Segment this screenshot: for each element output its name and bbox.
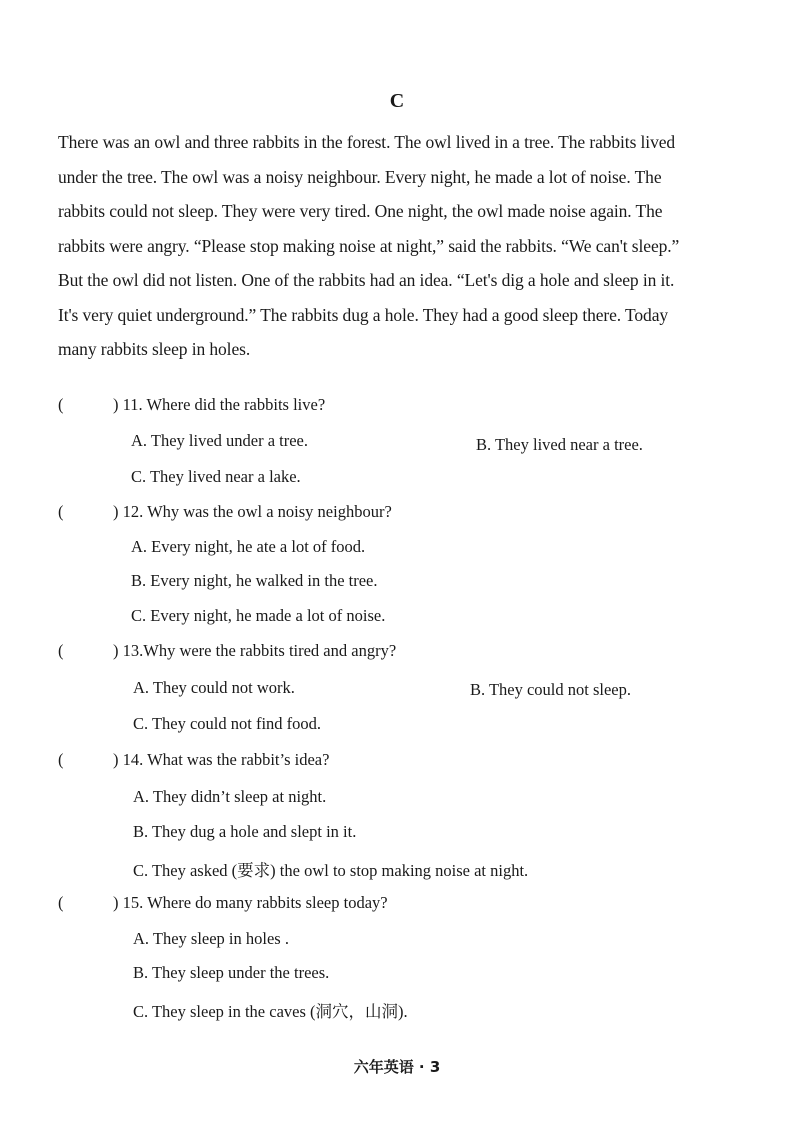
question-12-option-a: A. Every night, he ate a lot of food. bbox=[131, 537, 366, 556]
question-13-stem bbox=[58, 641, 738, 661]
section-title: C bbox=[389, 90, 405, 112]
question-11-option-c: C. They lived near a lake. bbox=[131, 467, 301, 486]
question-13-option-c: C. They could not find food. bbox=[133, 714, 322, 733]
answer-blank[interactable]: ( bbox=[58, 502, 64, 521]
question-text: ) 11. Where did the rabbits live? bbox=[113, 395, 326, 414]
question-15-option-a: A. They sleep in holes . bbox=[133, 929, 289, 948]
passage-line: rabbits could not sleep. They were very tired. One night, the owl made noise again. The bbox=[58, 201, 663, 221]
question-14-option-a: A. They didn’t sleep at night. bbox=[133, 787, 327, 806]
answer-blank[interactable]: ( bbox=[58, 641, 64, 660]
passage-line: under the tree. The owl was a noisy neighbour. Every night, he made a lot of noise. The bbox=[58, 166, 662, 187]
question-14-option-b: B. They dug a hole and slept in it. bbox=[133, 822, 357, 841]
question-12-stem bbox=[58, 502, 738, 522]
page-footer: 六年英语 · 3 bbox=[353, 1058, 441, 1076]
question-15-option-b: B. They sleep under the trees. bbox=[133, 963, 330, 982]
question-text: ) 13.Why were the rabbits tired and angry? bbox=[113, 641, 397, 660]
question-14-stem bbox=[58, 750, 738, 770]
answer-blank[interactable]: ( bbox=[58, 893, 64, 912]
passage-line: many rabbits sleep in holes. bbox=[58, 339, 251, 359]
answer-blank[interactable]: ( bbox=[58, 395, 64, 414]
question-15-stem bbox=[58, 893, 738, 913]
question-15-option-c: C. They sleep in the caves (洞穴，山洞). bbox=[133, 1002, 408, 1021]
question-11-option-b: B. They lived near a tree. bbox=[476, 435, 643, 454]
question-11-option-a: A. They lived under a tree. bbox=[131, 431, 309, 450]
reading-passage bbox=[58, 132, 758, 374]
question-13-option-b: B. They could not sleep. bbox=[470, 680, 632, 699]
question-text: ) 12. Why was the owl a noisy neighbour? bbox=[113, 502, 392, 521]
passage-line: rabbits were angry. “Please stop making noise at night,” said the rabbits. “We can't sleep.” bbox=[58, 235, 680, 256]
passage-line: There was an owl and three rabbits in the forest. The owl lived in a tree. The rabbits lived bbox=[58, 132, 676, 152]
passage-line: It's very quiet underground.” The rabbits dug a hole. They had a good sleep there. Today bbox=[58, 304, 669, 325]
question-14-option-c: C. They asked (要求) the owl to stop making noise at night. bbox=[133, 861, 529, 880]
passage-line: But the owl did not listen. One of the rabbits had an idea. “Let's dig a hole and sleep in it. bbox=[58, 270, 675, 290]
question-11-stem bbox=[58, 395, 738, 415]
question-text: ) 15. Where do many rabbits sleep today? bbox=[113, 893, 388, 912]
answer-blank[interactable]: ( bbox=[58, 750, 64, 769]
question-12-option-c: C. Every night, he made a lot of noise. bbox=[131, 606, 386, 625]
question-12-option-b: B. Every night, he walked in the tree. bbox=[131, 571, 378, 590]
question-13-option-a: A. They could not work. bbox=[133, 678, 295, 697]
question-text: ) 14. What was the rabbit’s idea? bbox=[113, 750, 330, 769]
